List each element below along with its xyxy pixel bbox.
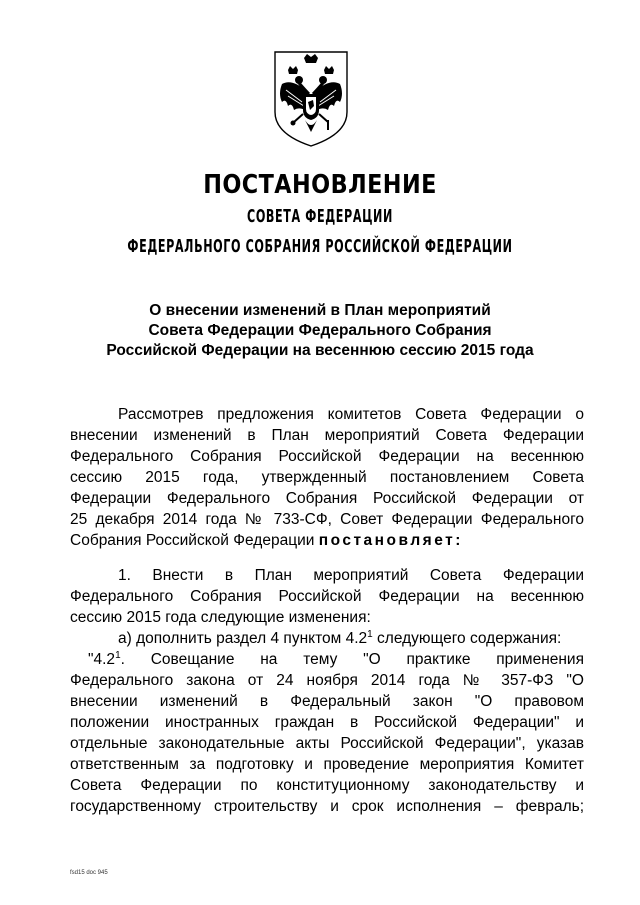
body-text-line: Федерального Собрания Российской Федерации на весеннюю <box>70 448 584 465</box>
body-text-line: Совета Федерации по конституционному законодательству и <box>70 777 584 794</box>
body-text: . Совещание на тему "О практике применения <box>120 651 584 668</box>
body-text-line: Федерального закона от 24 ноября 2014 года № 357-ФЗ "О <box>70 672 584 689</box>
body-text-line: ответственным за подготовку и проведение мероприятия Комитет <box>70 756 584 773</box>
body-text-line: государственному строительству и срок исполнения – февраль; <box>70 798 584 815</box>
body-text: а) дополнить раздел 4 пунктом 4.2 <box>118 630 368 647</box>
document-type-title: ПОСТАНОВЛЕНИЕ <box>203 170 437 200</box>
document-code-footer: fsd15 doc 945 <box>70 870 108 876</box>
body-text-line: сессию 2015 года следующие изменения: <box>70 609 371 626</box>
body-text-line: Рассмотрев предложения комитетов Совета Федерации о <box>118 406 584 423</box>
issuer-line-2: ФЕДЕРАЛЬНОГО СОБРАНИЯ РОССИЙСКОЙ ФЕДЕРАЦИИ <box>127 236 513 257</box>
body-text: Собрания Российской Федерации <box>70 532 315 549</box>
issuer-line-1: СОВЕТА ФЕДЕРАЦИИ <box>247 206 393 227</box>
body-text-line: сессию 2015 года, утвержденный постановлением Совета <box>70 469 584 486</box>
superscript: 1 <box>367 628 373 640</box>
body-text-line: отдельные законодательные акты Российской Федерации", указав <box>70 735 584 752</box>
body-text-line: Федерального Собрания Российской Федерации на весеннюю <box>70 588 584 605</box>
body-text-line: положении иностранных граждан в Российской Федерации" и <box>70 714 584 731</box>
resolution-verb: постановляет: <box>318 532 463 549</box>
body-text-line: 1. Внести в План мероприятий Совета Федерации <box>118 567 584 584</box>
body-text-line: 25 декабря 2014 года № 733-СФ, Совет Федерации Федерального <box>70 511 584 528</box>
subject-line: О внесении изменений в План мероприятий <box>149 302 491 319</box>
superscript: 1 <box>115 649 121 661</box>
subject-line: Российской Федерации на весеннюю сессию 2015 года <box>106 342 534 359</box>
body-text: "4.2 <box>88 651 116 668</box>
body-text: следующего содержания: <box>372 630 562 647</box>
coat-of-arms-emblem <box>272 50 350 148</box>
body-text-line: внесении изменений в Федеральный закон "О правовом <box>70 693 584 710</box>
subject-line: Совета Федерации Федерального Собрания <box>148 322 492 339</box>
body-text-line: Федерации Федерального Собрания Российской Федерации от <box>70 490 584 507</box>
document-subject <box>0 301 640 361</box>
body-text-line <box>118 630 584 648</box>
body-text-line <box>88 651 584 669</box>
body-text-line: внесении изменений в План мероприятий Совета Федерации <box>70 427 584 444</box>
body-text-line <box>70 532 584 550</box>
